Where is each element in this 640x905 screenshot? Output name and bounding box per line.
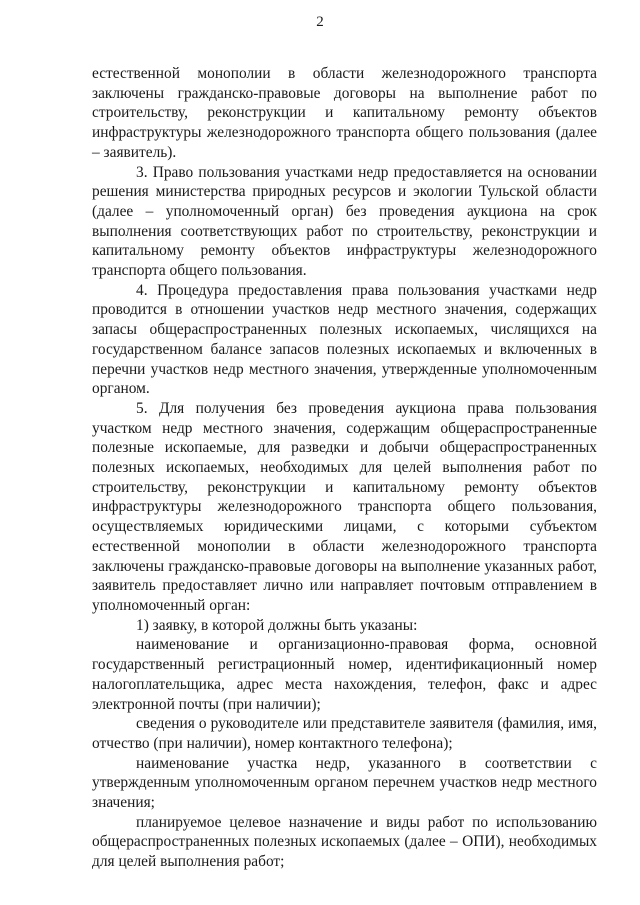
paragraph-planned-purpose: планируемое целевое назначение и виды работ по использованию общераспространенных полезных ископаемых (далее – ОПИ), необходимых для целей выполнения работ; (92, 813, 597, 871)
paragraph-subitem-1: 1) заявку, в которой должны быть указаны: (136, 616, 418, 634)
paragraph-applicant-head: сведения о руководителе или представителе заявителя (фамилия, имя, отчество (при наличии), номер контактного телефона); (92, 715, 597, 752)
page-number: 2 (316, 14, 324, 30)
paragraph-item-4: 4. Процедура предоставления права пользования участками недр проводится в отношении участков недр местного значения, содержащих запасы общераспространенных полезных ископаемых, числящихся на государственном балансе запасов полезных ископаемых и включенных в перечни участков недр местного значения, утвержденные уполномоченным органом. (92, 281, 597, 398)
document-body (92, 64, 597, 872)
paragraph-subsoil-plot: наименование участка недр, указанного в соответствии с утвержденным уполномоченным органом перечнем участков недр местного значения; (92, 754, 597, 812)
paragraph-item-5: 5. Для получения без проведения аукциона права пользования участком недр местного значения, содержащим общераспространенные полезные ископаемые, для разведки и добычи общераспространенных полезных ископаемых, необходимых для целей выполнения работ по строительству, реконструкции и капитальному ремонту объектов инфраструктуры железнодорожного транспорта общего пользования, осуществляемых юридическими лицами, с которыми субъектом естественной монополии в области железнодорожного транспорта заключены гражданско-правовые договоры на выполнение указанных работ, заявитель предоставляет лично или направляет почтовым отправлением в уполномоченный орган: (92, 399, 597, 614)
paragraph-continuation: естественной монополии в области железнодорожного транспорта заключены гражданско-правовые договоры на выполнение работ по строительству, реконструкции и капитальному ремонту объектов инфраструктуры железнодорожного транспорта общего пользования (далее – заявитель). (92, 65, 597, 161)
paragraph-item-3: 3. Право пользования участками недр предоставляется на основании решения министерства природных ресурсов и экологии Тульской области (далее – уполномоченный орган) без проведения аукциона на срок выполнения соответствующих работ по строительству, реконструкции и капитальному ремонту объектов инфраструктуры железнодорожного транспорта общего пользования. (92, 163, 597, 280)
paragraph-applicant-name: наименование и организационно-правовая форма, основной государственный регистрационный номер, идентификационный номер налогоплательщика, адрес места нахождения, телефон, факс и адрес электронной почты (при наличии); (92, 636, 597, 713)
